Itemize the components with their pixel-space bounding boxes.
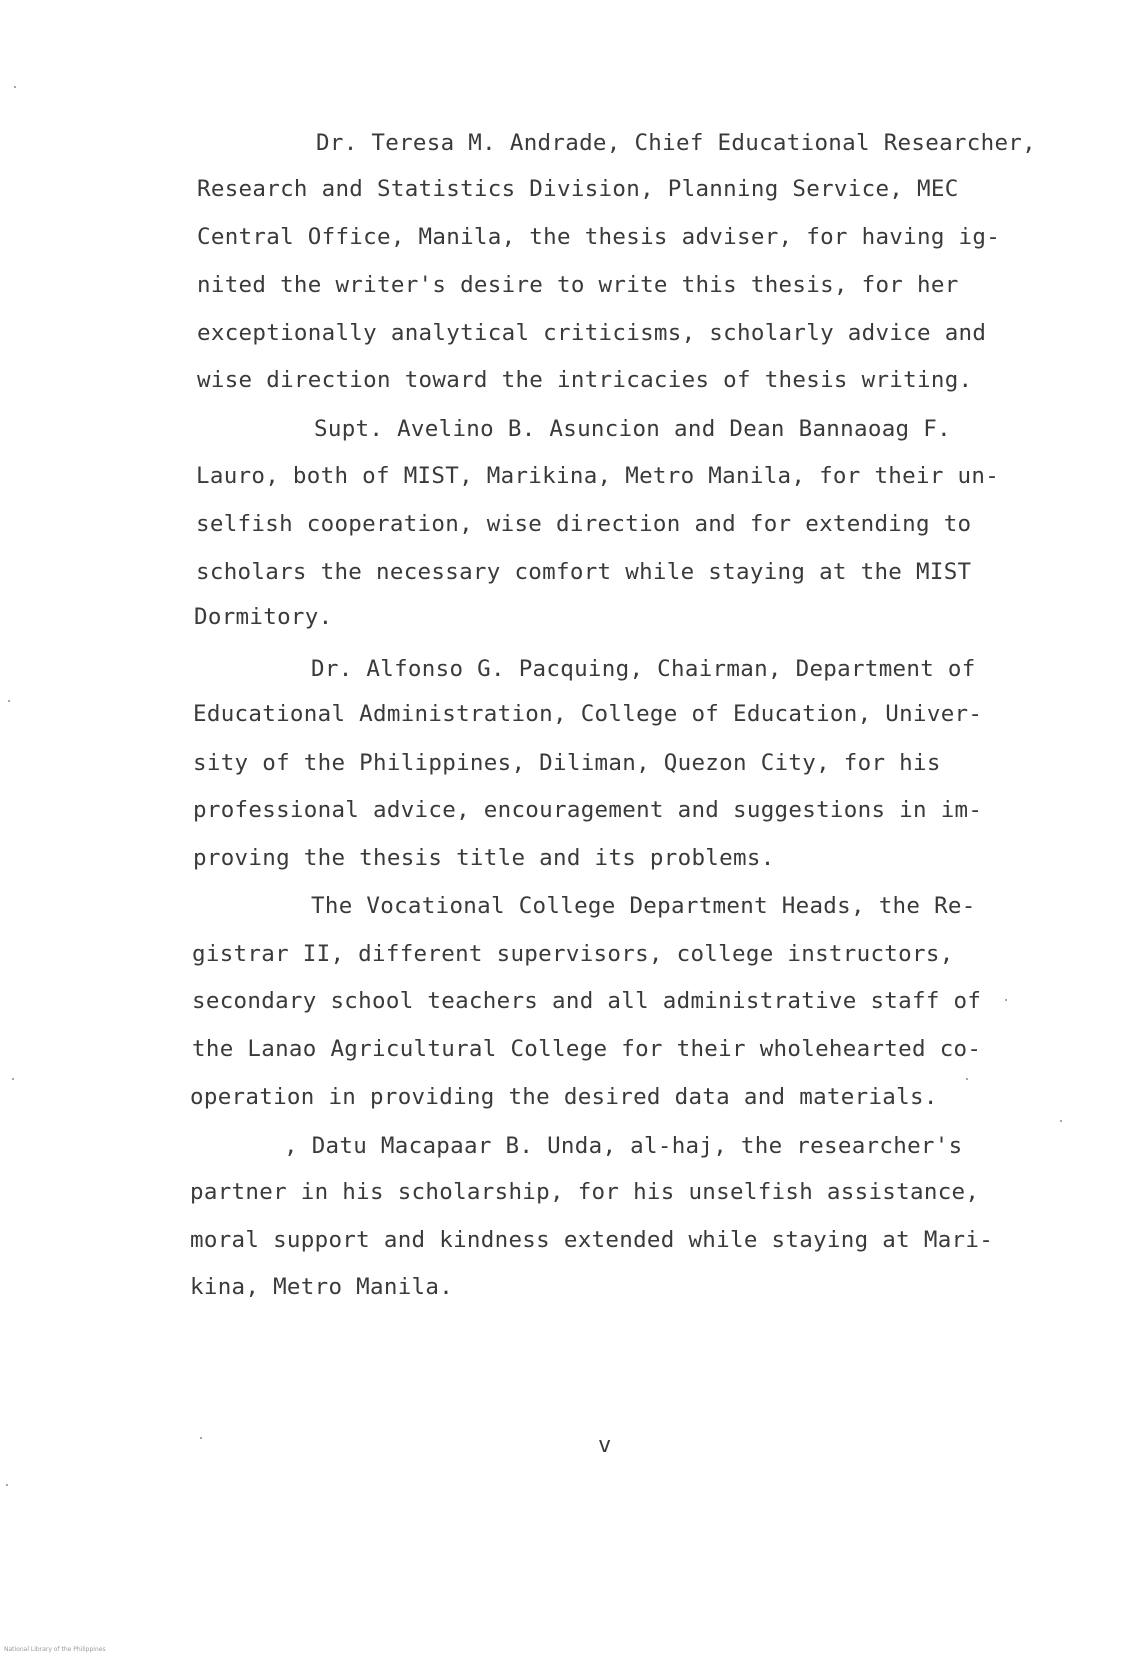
text-line: Lauro, both of MIST, Marikina, Metro Manila, for their un- [196, 463, 1000, 489]
text-line: proving the thesis title and its problems. [193, 845, 775, 871]
scan-speck [14, 86, 16, 88]
scan-speck [1060, 1120, 1062, 1122]
footer-attribution: National Library of the Philippines [4, 1646, 106, 1653]
text-line: Dr. Teresa M. Andrade, Chief Educational Researcher, [316, 130, 1036, 156]
text-line: secondary school teachers and all administrative staff of [192, 988, 982, 1014]
text-line: sity of the Philippines, Diliman, Quezon City, for his [193, 750, 941, 776]
text-line: selfish cooperation, wise direction and for extending to [196, 511, 972, 537]
scan-speck [6, 1484, 8, 1486]
text-line: Supt. Avelino B. Asuncion and Dean Bannaoag F. [314, 416, 951, 442]
text-line: Research and Statistics Division, Planning Service, MEC [197, 176, 959, 202]
scan-speck [1005, 999, 1007, 1001]
text-line: the Lanao Agricultural College for their wholehearted co- [192, 1036, 982, 1062]
text-line: scholars the necessary comfort while staying at the MIST [196, 559, 972, 585]
scan-speck [966, 1078, 968, 1080]
text-line: nited the writer's desire to write this thesis, for her [197, 272, 959, 298]
page-number: v [598, 1433, 612, 1458]
text-line: moral support and kindness extended while staying at Mari- [190, 1227, 994, 1253]
text-line: wise direction toward the intricacies of thesis writing. [197, 367, 973, 393]
text-line: kina, Metro Manila. [190, 1274, 454, 1300]
text-line: Dormitory. [194, 604, 333, 630]
text-line: exceptionally analytical criticisms, scholarly advice and [197, 320, 987, 346]
scan-speck [8, 700, 10, 702]
text-line: gistrar II, different supervisors, college instructors, [192, 941, 954, 967]
text-line: partner in his scholarship, for his unselfish assistance, [190, 1179, 980, 1205]
text-line: The Vocational College Department Heads, the Re- [311, 893, 976, 919]
text-line: , Datu Macapaar B. Unda, al-haj, the researcher's [284, 1133, 963, 1159]
scan-speck [12, 1078, 14, 1080]
text-line: professional advice, encouragement and suggestions in im- [193, 797, 983, 823]
text-line: operation in providing the desired data and materials. [190, 1084, 938, 1110]
text-line: Educational Administration, College of Education, Univer- [193, 701, 983, 727]
scan-speck [200, 1437, 202, 1439]
text-line: Central Office, Manila, the thesis adviser, for having ig- [197, 224, 1001, 250]
text-line: Dr. Alfonso G. Pacquing, Chairman, Department of [311, 656, 976, 682]
